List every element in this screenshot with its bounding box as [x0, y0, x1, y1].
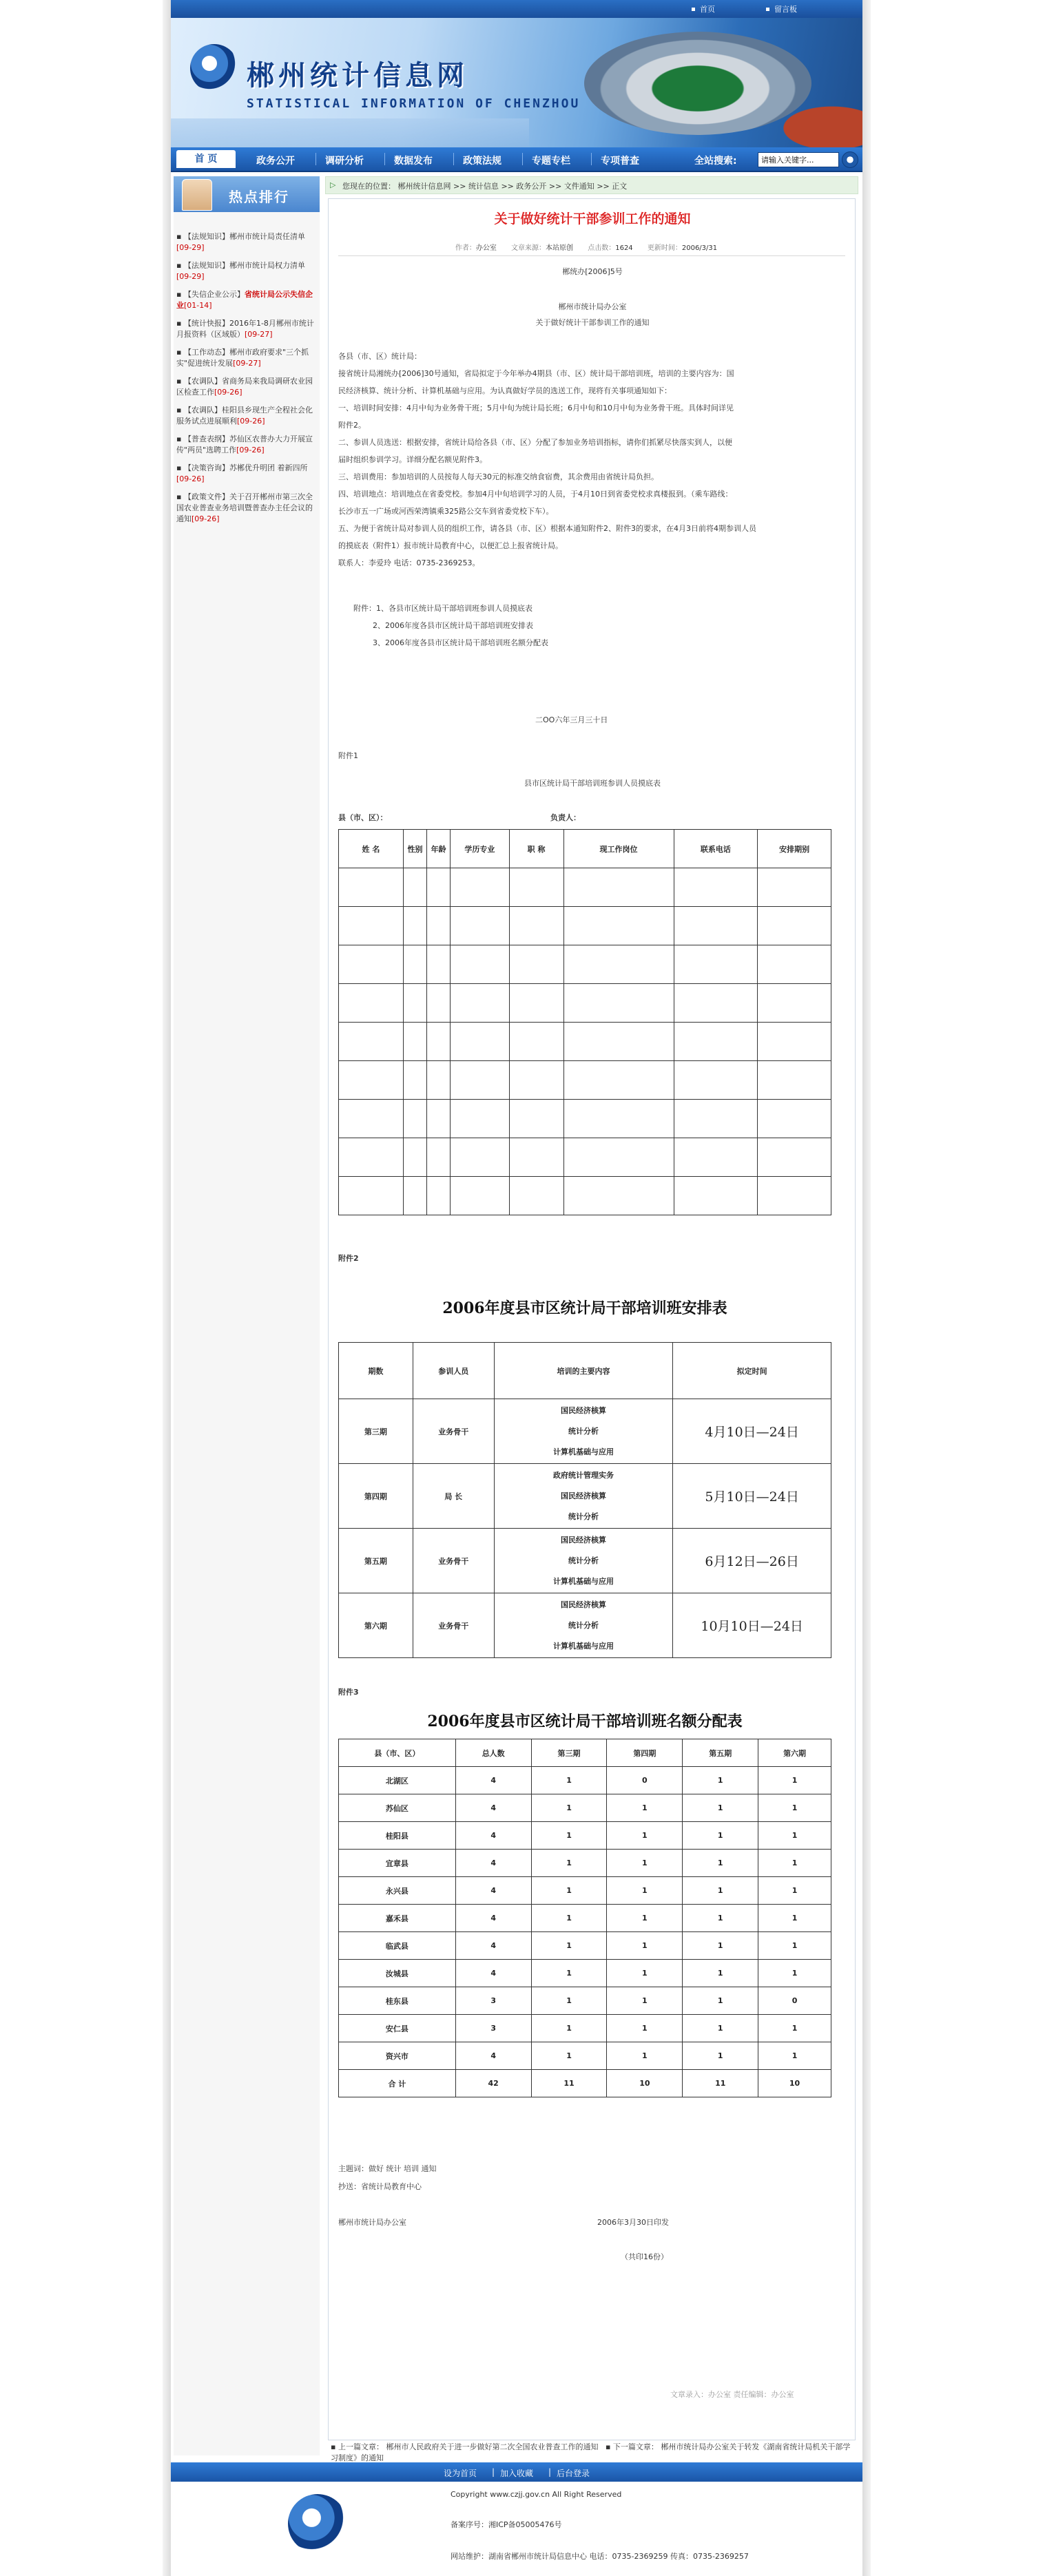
doc-paragraph: 三、培训费用：参加培训的人员按每人每天30元的标准交纳食宿费，其余费用由省统计局负担。: [338, 472, 659, 481]
breadcrumb-link[interactable]: 郴州统计信息网: [397, 182, 451, 191]
doc-paragraph: 届时组织参训学习。详细分配名额见附件3。: [338, 455, 487, 464]
table-row: 北湖区 4 1 0 1 1: [339, 1767, 831, 1794]
doc-keywords: 主题词：做好 统计 培训 通知: [338, 2164, 437, 2173]
breadcrumb: [325, 176, 858, 194]
hot-ranking-title: 热点排行: [229, 189, 289, 205]
quota-table: [338, 1739, 831, 2097]
schedule-table: [338, 1342, 831, 1658]
breadcrumb-link[interactable]: 政务公开: [516, 182, 547, 191]
nav-government-affairs[interactable]: 政务公开: [256, 156, 295, 167]
nav-special-topics[interactable]: 专题专栏: [532, 156, 570, 167]
footer-icp[interactable]: 备案序号：湘ICP备05005476号: [451, 2520, 562, 2529]
table-header: 年龄: [427, 830, 451, 868]
table-header: 现工作岗位: [563, 830, 674, 868]
table-header: 联系电话: [674, 830, 758, 868]
attachment-list-item: 附件：1、各县市区统计局干部培训班参训人员摸底表: [353, 604, 532, 613]
doc-paragraph: 民经济核算、统计分析、计算机基础与应用。为认真做好学员的选送工作，现将有关事项通知如下：: [338, 386, 672, 395]
prev-article-link[interactable]: 郴州市人民政府关于进一步做好第二次全国农业普查工作的通知: [386, 2442, 599, 2451]
search-icon[interactable]: [842, 151, 858, 168]
footer-admin-link[interactable]: 后台登录: [557, 2469, 590, 2478]
nav-separator: [453, 153, 454, 165]
footer-separator: |: [492, 2467, 495, 2477]
hot-item[interactable]: ▪ 【农调队】省商务局来我局调研农业园区检查工作[09-26]: [176, 377, 313, 397]
search-label: 全站搜索:: [694, 156, 737, 167]
table-row: [339, 868, 831, 907]
nav-separator: [591, 153, 592, 165]
table-header: 培训的主要内容: [494, 1343, 673, 1399]
reader-person-icon: [182, 179, 212, 211]
bullet-icon: ▪: [331, 2442, 338, 2451]
article-meta: 作者：办公室 文章来源：本站原创 点击数：1624 更新时间：2006/3/31: [455, 244, 718, 252]
bullet-icon: ▪: [605, 2442, 613, 2451]
topbar-home-link[interactable]: 首页: [700, 5, 715, 14]
doc-number: 郴统办[2006]5号: [562, 267, 623, 276]
table-header: 安排期别: [758, 830, 831, 868]
table-row: [339, 1100, 831, 1138]
hot-item[interactable]: ▪ 【工作动态】郴州市政府要求"三个抓实"促进统计发展[09-27]: [176, 348, 309, 368]
hot-ranking-list: [174, 231, 320, 532]
table-row: 临武县 4 1 1 1 1: [339, 1932, 831, 1960]
footer-separator: |: [548, 2467, 552, 2477]
footer-copyright: Copyright www.czjj.gov.cn All Right Reserved: [451, 2490, 622, 2499]
table-header: 姓 名: [339, 830, 404, 868]
footer: [171, 2482, 862, 2576]
hot-ranking-header: [174, 176, 320, 212]
search-input[interactable]: [758, 152, 839, 167]
divider: [338, 255, 845, 256]
breadcrumb-current: 正文: [612, 182, 628, 191]
doc-paragraph: 二、参训人员选送：根据安排，省统计局给各县（市、区）分配了参加业务培训指标，请你们抓紧尽快落实到人，以便: [338, 438, 732, 447]
editor-line: 文章录入：办公室 责任编辑：办公室: [670, 2390, 794, 2399]
table-row: 宜章县 4 1 1 1 1: [339, 1850, 831, 1877]
table-header-row: [339, 830, 831, 868]
table-header: 拟定时间: [673, 1343, 831, 1399]
topbar-guestbook-link[interactable]: 留言板: [774, 5, 797, 14]
page-shadow-right: [862, 0, 871, 2576]
article: [328, 198, 856, 2440]
table-row: [339, 1138, 831, 1177]
table-row: [339, 1023, 831, 1061]
doc-cc: 抄送：省统计局教育中心: [338, 2182, 422, 2191]
doc-office: 郴州市统计局办公室: [338, 2218, 406, 2227]
doc-date: 二OO六年三月三十日: [535, 715, 608, 724]
bullet-icon: [692, 8, 695, 11]
hot-item[interactable]: ▪ 【决策咨询】苏郴优升明团 着新四所[09-26]: [176, 463, 308, 483]
left-sidebar: [174, 176, 320, 2455]
hot-item[interactable]: ▪ 【法规知识】郴州市统计局责任清单[09-29]: [176, 232, 305, 252]
hot-item[interactable]: ▪ 【失信企业公示】省统计局公示失信企业[01-14]: [176, 290, 313, 310]
nav-separator: [522, 153, 523, 165]
nav-separator: [315, 153, 316, 165]
doc-subtitle: 关于做好统计干部参训工作的通知: [535, 318, 650, 327]
hot-item[interactable]: ▪ 【普查表纲】苏仙区农普办大力开展宣传"两员"选聘工作[09-26]: [176, 434, 313, 454]
table-header: 期数: [339, 1343, 413, 1399]
table-row: 汝城县 4 1 1 1 1: [339, 1960, 831, 1987]
table-row: 第六期 业务骨干 国民经济核算 统计分析 计算机基础与应用 10月10日—24日: [339, 1593, 831, 1658]
hot-item[interactable]: ▪ 【统计快报】2016年1-8月郴州市统计月报资料（区域版）[09-27]: [176, 319, 314, 339]
table-row: 第三期 业务骨干 国民经济核算 统计分析 计算机基础与应用 4月10日—24日: [339, 1399, 831, 1464]
doc-paragraph: 附件2。: [338, 421, 366, 430]
footer-bar: [171, 2462, 862, 2482]
table-row: [339, 907, 831, 945]
site-name: 郴州统计信息网: [247, 59, 468, 92]
attachment-3-label: 附件3: [338, 1688, 359, 1697]
table-header-row: 县（市、区） 总人数 第三期 第四期 第五期 第六期: [339, 1739, 831, 1767]
doc-paragraph: 接省统计局湘统办[2006]30号通知，省局拟定于今年举办4期县（市、区）统计局干部培训班，培训的主要内容为：国: [338, 369, 734, 378]
attachment-3-title: 2006年度县市区统计局干部培训班名额分配表: [427, 1713, 743, 1730]
table-row: [339, 984, 831, 1023]
doc-print-date: 2006年3月30日印发: [597, 2218, 669, 2227]
site-logo-icon[interactable]: [190, 44, 238, 92]
attachment-list-item: 2、2006年度各县市区统计局干部培训班安排表: [373, 621, 533, 630]
nav-research[interactable]: 调研分析: [325, 156, 364, 167]
bullet-icon: [766, 8, 769, 11]
table-row: 安仁县 3 1 1 1 1: [339, 2015, 831, 2042]
county-label: 县（市、区）：: [338, 813, 388, 822]
table-row: 永兴县 4 1 1 1 1: [339, 1877, 831, 1905]
breadcrumb-link[interactable]: 统计信息: [468, 182, 499, 191]
table-header: 性别: [403, 830, 426, 868]
table-row: 苏仙区 4 1 1 1 1: [339, 1794, 831, 1822]
hot-item[interactable]: ▪ 【法规知识】郴州市统计局权力清单[09-29]: [176, 261, 305, 281]
nav-census[interactable]: 专项普查: [601, 156, 639, 167]
main-nav: [171, 147, 862, 172]
table-header: 参训人员: [413, 1343, 494, 1399]
doc-copies: （共印16份）: [621, 2252, 668, 2261]
doc-paragraph: 长沙市五一广场或河西荣湾镇乘325路公交车到省委党校下车）。: [338, 507, 554, 516]
table-header: 职 称: [509, 830, 563, 868]
doc-paragraph: 一、培训时间安排：4月中旬为业务骨干班；5月中旬为统计局长班；6月中旬和10月中旬为业务骨干班。具体时间详见: [338, 404, 734, 412]
breadcrumb-link[interactable]: 文件通知: [563, 182, 594, 191]
breadcrumb-arrow-icon: ▷: [330, 180, 336, 189]
survey-table: [338, 829, 831, 1215]
table-row: 桂东县 3 1 1 1 0: [339, 1987, 831, 2015]
site-name-english: STATISTICAL INFORMATION OF CHENZHOU: [247, 96, 581, 111]
table-row: 第五期 业务骨干 国民经济核算 统计分析 计算机基础与应用 6月12日—26日: [339, 1529, 831, 1593]
table-header-row: [339, 1343, 831, 1399]
table-header: 学历专业: [451, 830, 509, 868]
article-title: 关于做好统计干部参训工作的通知: [494, 211, 691, 227]
attachment-list-item: 3、2006年度各县市区统计局干部培训班名额分配表: [373, 638, 548, 647]
table-row: [339, 1061, 831, 1100]
table-row: [339, 945, 831, 984]
doc-contact: 联系人：李爱玲 电话：0735-2369253。: [338, 558, 480, 567]
responsible-label: 负责人：: [550, 813, 581, 822]
nav-separator: [384, 153, 385, 165]
attachment-1-title: 县市区统计局干部培训班参训人员摸底表: [524, 779, 661, 788]
doc-issuer: 郴州市统计局办公室: [558, 302, 627, 311]
footer-logo-icon: [288, 2494, 347, 2553]
table-row-total: 合 计 42 11 10 11 10: [339, 2070, 831, 2097]
main-content: [325, 176, 858, 2462]
table-row: 第四期 局 长 政府统计管理实务 国民经济核算 统计分析 5月10日—24日: [339, 1464, 831, 1529]
nav-home[interactable]: 首 页: [176, 150, 236, 168]
nav-data-release[interactable]: 数据发布: [394, 156, 433, 167]
footer-maintainer: 网站维护：湖南省郴州市统计局信息中心 电话：0735-2369259 传真：0735-2369257: [451, 2552, 749, 2561]
attachment-2-label: 附件2: [338, 1254, 359, 1263]
doc-paragraph: 四、培训地点：培训地点在省委党校。参加4月中旬培训学习的人员，于4月10日到省委党校求真楼报到。（乘车路线：: [338, 490, 733, 499]
attachment-2-title: 2006年度县市区统计局干部培训班安排表: [442, 1299, 727, 1317]
doc-paragraph: 五、为便于省统计局对参训人员的组织工作，请各县（市、区）根据本通知附件2、附件3的要求，在4月3日前将4期参训人员: [338, 524, 756, 533]
next-article-link[interactable]: 郴州市统计局办公室关于转发《湖南省统计局机关干部学习制度》的通知: [331, 2442, 851, 2462]
table-row: [339, 1177, 831, 1215]
footer-sethome-link[interactable]: 设为首页: [444, 2469, 477, 2478]
doc-greeting: 各县（市、区）统计局：: [338, 352, 422, 361]
page-shadow-left: [163, 0, 171, 2576]
table-row: 桂阳县 4 1 1 1 1: [339, 1822, 831, 1850]
table-row: 嘉禾县 4 1 1 1 1: [339, 1905, 831, 1932]
nav-policy[interactable]: 政策法规: [463, 156, 501, 167]
top-bar: [171, 0, 862, 18]
footer-favorite-link[interactable]: 加入收藏: [500, 2469, 534, 2478]
site-banner: [171, 18, 862, 147]
skyline-graphic: [171, 118, 529, 147]
hot-item[interactable]: ▪ 【农调队】桂阳县乡现生产全程社会化服务试点进展顺利[09-26]: [176, 406, 313, 426]
table-row: 资兴市 4 1 1 1 1: [339, 2042, 831, 2070]
hot-item[interactable]: ▪ 【政策文件】关于召开郴州市第三次全国农业普查业务培训暨普查办主任会议的通知[09-26]: [176, 492, 313, 523]
prev-next-links: ▪ 上一篇文章： 郴州市人民政府关于进一步做好第二次全国农业普查工作的通知 ▪ 下一篇文章： 郴州市统计局办公室关于转发《湖南省统计局机关干部学习制度》的通知: [331, 2442, 851, 2462]
attachment-1-label: 附件1: [338, 751, 358, 760]
doc-paragraph: 的摸底表（附件1）报市统计局教育中心，以便汇总上报省统计局。: [338, 541, 563, 550]
breadcrumb-text: 您现在的位置： 郴州统计信息网 >> 统计信息 >> 政务公开 >> 文件通知 >> 正文: [342, 182, 628, 191]
